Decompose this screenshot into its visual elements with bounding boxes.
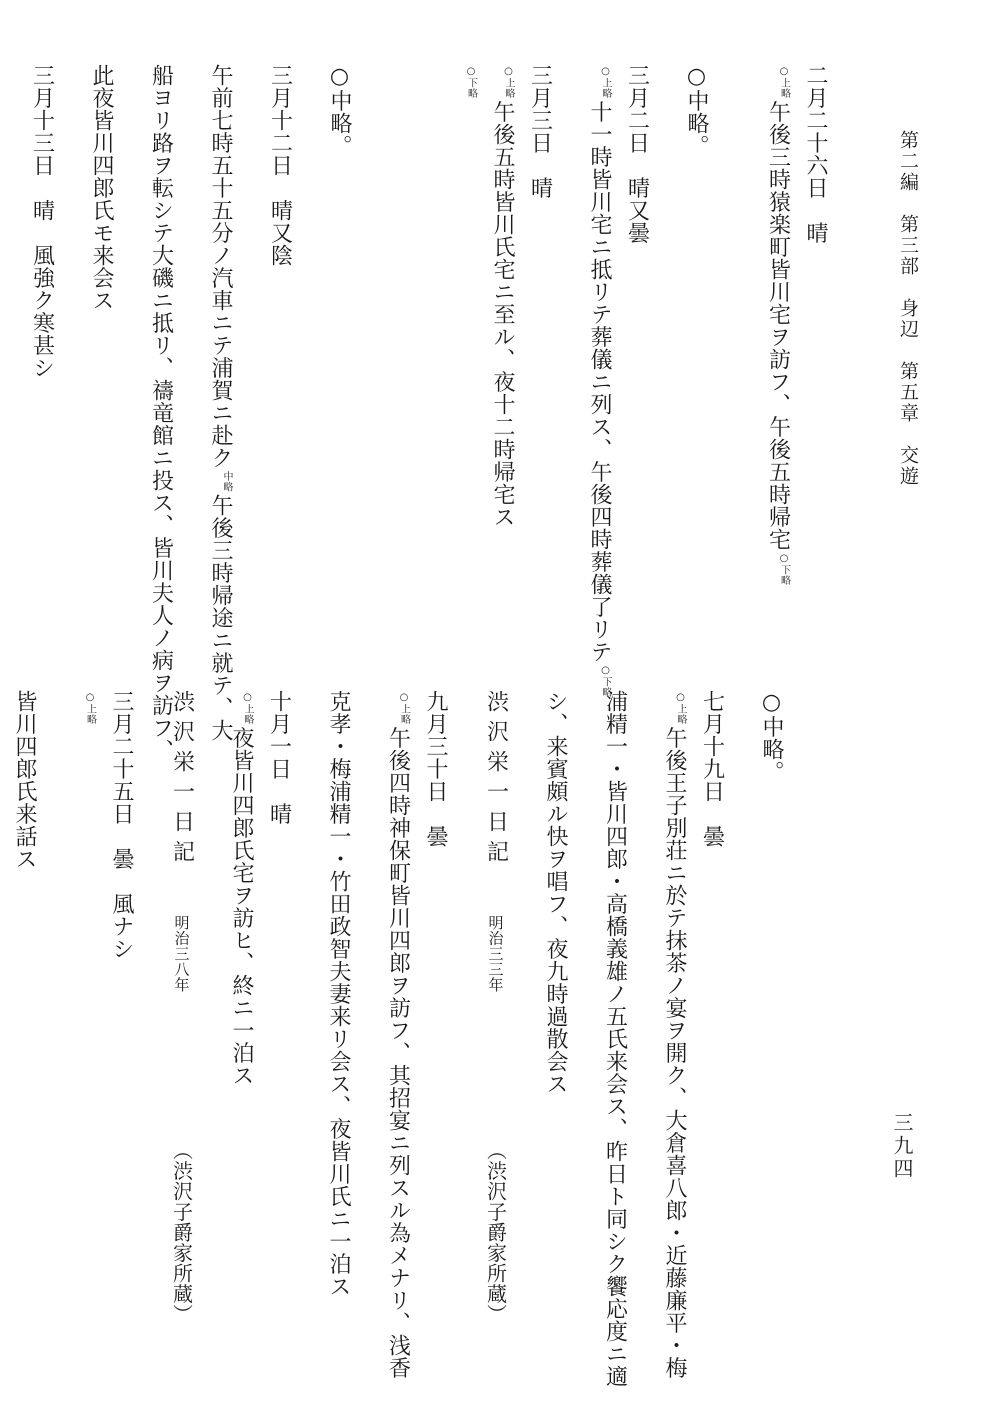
entry-date: 十月一日 晴 bbox=[266, 690, 292, 825]
entry-text bbox=[0, 64, 23, 654]
diary-year: 明治三八年 bbox=[172, 915, 191, 993]
lower-text-block bbox=[0, 690, 856, 1388]
entry-text: 浦精一・皆川四郎・高橋義雄ノ五氏来会ス、昨日ト同シク饗応度ニ適 bbox=[602, 690, 628, 1388]
source-citation bbox=[162, 690, 223, 1325]
page-number: 三九四 bbox=[890, 1112, 914, 1181]
omission-note: ○中略。 bbox=[684, 64, 709, 157]
entry-text: 此夜皆川四郎氏モ来会ス bbox=[89, 64, 114, 312]
source-holder: （渋沢子爵家所蔵） bbox=[483, 1150, 508, 1325]
source-citation bbox=[476, 690, 537, 1325]
entry-date: 三月二十五日 曇 風ナシ bbox=[109, 690, 134, 960]
entry-text: ○上略十一時皆川宅ニ抵リテ葬儀ニ列ス、午後四時葬儀了リテ○下略 bbox=[587, 66, 612, 698]
entry-text: ○上略午後三時猿楽町皆川宅ヲ訪フ、午後五時帰宅○下略 bbox=[765, 66, 791, 585]
entry-text: ○上略午後四時神保町皆川四郎ヲ訪フ、其招宴ニ列スル為メナリ、浅香 bbox=[385, 692, 411, 1379]
running-header: 第二編 第三部 身辺 第五章 交遊 bbox=[897, 130, 919, 487]
omission-mark: ○上略 bbox=[242, 692, 253, 725]
entry-text: ○上略午後五時皆川氏宅ニ至ル、夜十二時帰宅ス bbox=[490, 66, 515, 528]
entry-date: 七月十九日 曇 bbox=[699, 690, 725, 848]
entry-text: 船ヨリ路ヲ転シテ大磯ニ抵リ、禱竜館ニ投ス、皆川夫人ノ病ヲ訪フ、 bbox=[148, 64, 174, 762]
diary-title: 渋沢栄一日記 bbox=[169, 690, 195, 870]
entry-text bbox=[0, 690, 6, 1290]
diary-title: 渋沢栄一日記 bbox=[483, 690, 509, 870]
omission-mark: ○上略 bbox=[600, 66, 611, 99]
entry-text bbox=[446, 64, 484, 654]
omission-mark: ○下略 bbox=[600, 665, 611, 698]
entry-date: 三月二日 晴又曇 bbox=[624, 64, 650, 244]
omission-note: ○中略。 bbox=[759, 690, 784, 783]
entry-date: 九月三十日 曇 bbox=[423, 690, 448, 848]
entry-date: 三月三日 晴 bbox=[527, 64, 553, 199]
entry-text: 皆川四郎氏来話ス bbox=[12, 690, 37, 870]
source-holder: （渋沢子爵家所蔵） bbox=[169, 1150, 194, 1325]
entry-date: 二月二十六日 晴 bbox=[803, 64, 828, 244]
entry-text bbox=[65, 690, 103, 1290]
entry-date: 三月十三日 晴 風強ク寒甚シ bbox=[29, 64, 55, 379]
omission-mark: ○上略 bbox=[778, 66, 790, 99]
omission-mark: ○上略 bbox=[398, 692, 410, 725]
diary-year: 明治三三年 bbox=[486, 915, 505, 993]
omission-mark: ○下略 bbox=[465, 66, 477, 99]
entry-text: ○上略夜皆川四郎氏宅ヲ訪ヒ、終ニ一泊ス bbox=[229, 692, 254, 1087]
entry-date: 三月十二日 晴又陰 bbox=[267, 64, 293, 267]
entry-text: 午前七時五十五分ノ汽車ニテ浦賀ニ赴ク中略午後三時帰途ニ就テ、大 bbox=[208, 64, 233, 742]
omission-mark: ○下略 bbox=[778, 552, 790, 585]
omission-mark: ○上略 bbox=[675, 692, 686, 725]
omission-note: ○中略。 bbox=[327, 64, 352, 157]
entry-text: ○上略午後王子別荘ニ於テ抹茶ノ宴ヲ開ク、大倉喜八郎・近藤廉平・梅 bbox=[662, 692, 687, 1379]
entry-text: 克孝・梅浦精一・竹田政智夫妻来リ会ス、夜皆川氏ニ一泊ス bbox=[326, 690, 351, 1298]
omission-mark: ○上略 bbox=[503, 66, 514, 99]
omission-mark: 中略 bbox=[221, 471, 232, 492]
omission-mark: ○上略 bbox=[84, 692, 96, 725]
entry-text: シ、来賓頗ル快ヲ唱フ、夜九時過散会ス bbox=[543, 690, 568, 1095]
